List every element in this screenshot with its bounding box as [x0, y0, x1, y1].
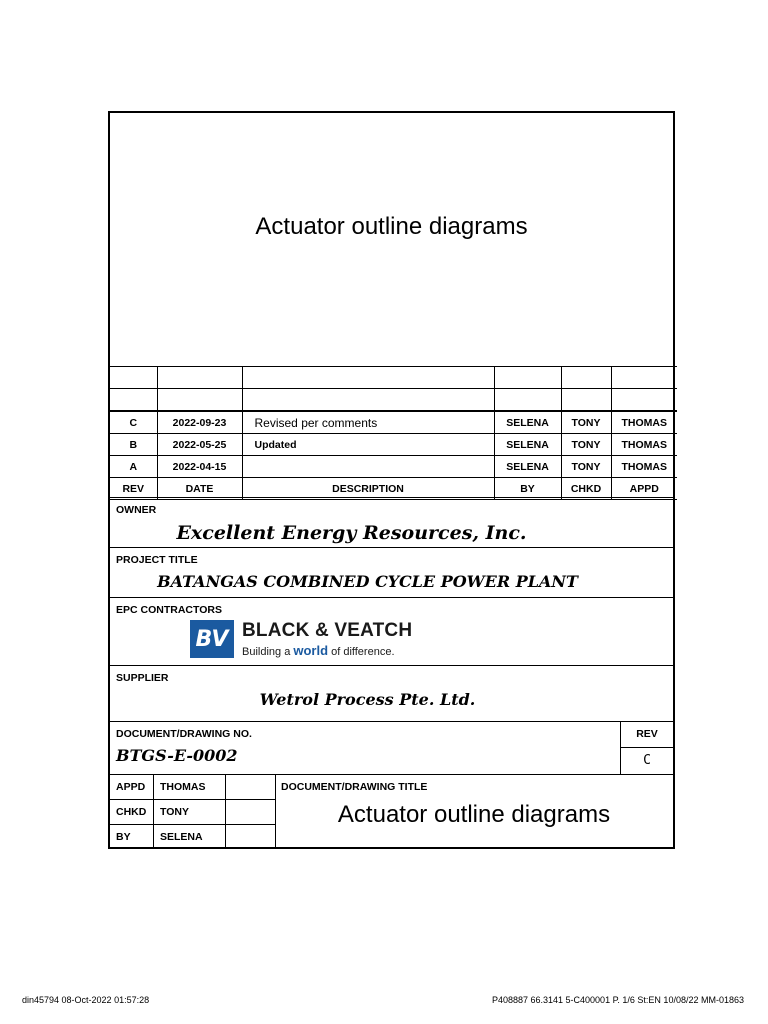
chkd-cell: TONY [561, 434, 611, 456]
document-sheet [108, 111, 675, 849]
date-cell: 2022-09-23 [157, 411, 242, 434]
revision-blank-row [110, 367, 677, 389]
logo-text [242, 620, 412, 658]
supplier-name: Wetrol Process Pte. Ltd. [259, 690, 476, 709]
approval-row-appd [110, 775, 275, 800]
logo-tagline [242, 643, 412, 658]
rev-divider [621, 747, 673, 748]
project-label: PROJECT TITLE [116, 554, 198, 566]
doc-number-block [110, 721, 673, 774]
tagline-pre: Building a [242, 646, 294, 658]
rev-cell: C [110, 411, 157, 434]
footer-right-stamp: P408887 66.3141 5-C400001 P. 1/6 St:EN 10/08/22 MM-01863 [491, 995, 744, 1005]
rev-box-value: C [643, 753, 651, 768]
appd-cell: THOMAS [611, 434, 677, 456]
bv-logo-icon: BV [190, 620, 234, 658]
chkd-cell: TONY [561, 411, 611, 434]
description-cell: Updated [242, 434, 494, 456]
by-header: BY [494, 478, 561, 500]
tagline-world: world [293, 643, 329, 658]
chkd-header: CHKD [561, 478, 611, 500]
tagline-post: of difference. [328, 646, 395, 658]
supplier-label: SUPPLIER [116, 672, 169, 684]
main-title: Actuator outline diagrams [255, 213, 528, 240]
footer-left-stamp: din45794 08-Oct-2022 01:57:28 [22, 995, 150, 1005]
approval-role: APPD [116, 781, 146, 793]
approval-name: THOMAS [160, 781, 206, 793]
description-header: DESCRIPTION [242, 478, 494, 500]
description-cell: Revised per comments [242, 411, 494, 434]
revision-table [110, 366, 677, 500]
by-cell: SELENA [494, 411, 561, 434]
logo-company-name: BLACK & VEATCH [242, 620, 413, 641]
epc-block [110, 597, 673, 665]
by-cell: SELENA [494, 456, 561, 478]
supplier-block [110, 665, 673, 721]
approval-role: BY [116, 831, 131, 843]
rev-box-label: REV [636, 728, 658, 740]
approval-role: CHKD [116, 806, 147, 818]
approval-row-chkd [110, 800, 275, 825]
chkd-cell: TONY [561, 456, 611, 478]
approval-grid [110, 775, 276, 849]
doc-title-value: Actuator outline diagrams [337, 801, 611, 828]
doc-title-label: DOCUMENT/DRAWING TITLE [281, 781, 428, 793]
approval-block [110, 774, 673, 849]
doc-number-value: BTGS-E-0002 [116, 746, 238, 765]
rev-cell: A [110, 456, 157, 478]
project-block [110, 547, 673, 597]
owner-name: Excellent Energy Resources, Inc. [176, 522, 527, 544]
appd-cell: THOMAS [611, 411, 677, 434]
title-area [110, 113, 673, 366]
appd-cell: THOMAS [611, 456, 677, 478]
approval-name: TONY [160, 806, 189, 818]
approval-row-by [110, 825, 275, 849]
description-cell [242, 456, 494, 478]
appd-header: APPD [611, 478, 677, 500]
black-veatch-logo [190, 620, 412, 658]
approval-name: SELENA [160, 831, 203, 843]
owner-block [110, 497, 673, 547]
rev-box [620, 722, 673, 774]
date-cell: 2022-05-25 [157, 434, 242, 456]
date-cell: 2022-04-15 [157, 456, 242, 478]
epc-label: EPC CONTRACTORS [116, 604, 222, 616]
owner-label: OWNER [116, 504, 157, 516]
rev-header: REV [110, 478, 157, 500]
revision-blank-row [110, 389, 677, 412]
by-cell: SELENA [494, 434, 561, 456]
revision-row-a [110, 456, 677, 478]
date-header: DATE [157, 478, 242, 500]
revision-row-b [110, 434, 677, 456]
rev-cell: B [110, 434, 157, 456]
doc-number-label: DOCUMENT/DRAWING NO. [116, 728, 252, 740]
revision-row-c [110, 411, 677, 434]
project-title: BATANGAS COMBINED CYCLE POWER PLANT [157, 572, 578, 591]
